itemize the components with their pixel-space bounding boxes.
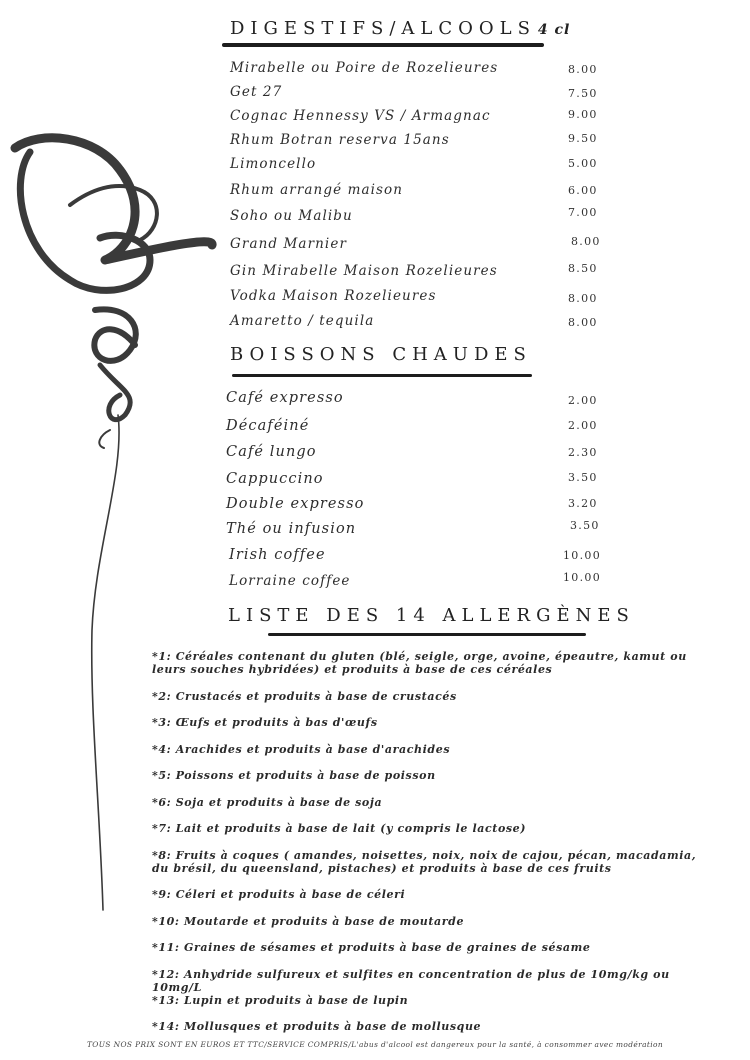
digestif-price: 8.00 — [568, 316, 598, 329]
chaude-price: 3.50 — [570, 519, 600, 532]
digestif-name: Rhum Botran reserva 15ans — [230, 132, 450, 148]
allergen-item: *4: Arachides et produits à base d'arachides — [152, 743, 451, 756]
digestif-name: Mirabelle ou Poire de Rozelieures — [230, 60, 499, 76]
digestifs-title-text: DIGESTIFS/ALCOOLS — [230, 18, 536, 39]
digestifs-title — [230, 18, 570, 39]
chaude-price: 3.50 — [568, 471, 598, 484]
digestif-price: 8.00 — [568, 292, 598, 305]
allergen-item: *1: Céréales contenant du gluten (blé, seigle, orge, avoine, épeautre, kamut ou leurs souches hybridées) et produits à base de ces céréales — [152, 650, 687, 676]
digestif-price: 9.50 — [568, 132, 598, 145]
chaudes-title: BOISSONS CHAUDES — [230, 344, 532, 365]
digestif-name: Gin Mirabelle Maison Rozelieures — [230, 263, 498, 279]
digestif-name: Get 27 — [230, 84, 283, 100]
allergen-item: *12: Anhydride sulfureux et sulfites en concentration de plus de 10mg/kg ou 10mg/L — [152, 968, 670, 994]
digestifs-underline — [222, 43, 544, 47]
allergen-item: *9: Céleri et produits à base de céleri — [152, 888, 406, 901]
chaude-price: 3.20 — [568, 497, 598, 510]
chaude-name: Cappuccino — [226, 471, 324, 487]
digestif-price: 7.00 — [568, 206, 598, 219]
allergen-item: *6: Soja et produits à base de soja — [152, 796, 383, 809]
allergen-item: *13: Lupin et produits à base de lupin — [152, 994, 409, 1007]
chaude-price: 10.00 — [563, 571, 601, 584]
digestif-name: Cognac Hennessy VS / Armagnac — [230, 108, 491, 124]
allergen-item: *8: Fruits à coques ( amandes, noisettes, noix, noix de cajou, pécan, macadamia, du brésil, du queensland, pistaches) et produits à base de ces fruits — [152, 849, 697, 875]
digestifs-unit: 4 cl — [537, 22, 571, 38]
chaude-name: Irish coffee — [229, 547, 326, 563]
chaude-price: 10.00 — [563, 549, 601, 562]
digestif-name: Rhum arrangé maison — [230, 182, 404, 198]
allergenes-title: LISTE DES 14 ALLERGÈNES — [228, 605, 635, 626]
digestif-name: Grand Marnier — [230, 236, 347, 252]
digestif-price: 5.00 — [568, 157, 598, 170]
chaude-name: Lorraine coffee — [229, 573, 351, 589]
chaude-name: Double expresso — [226, 496, 365, 512]
chaudes-underline — [232, 374, 532, 377]
chaude-name: Décaféiné — [226, 418, 310, 434]
digestif-price: 8.00 — [571, 235, 601, 248]
chaude-price: 2.00 — [568, 419, 598, 432]
allergen-item: *10: Moutarde et produits à base de moutarde — [152, 915, 465, 928]
digestif-name: Amaretto / tequila — [230, 313, 375, 329]
allergenes-underline — [268, 633, 586, 636]
digestif-price: 8.50 — [568, 262, 598, 275]
allergen-item: *3: Œufs et produits à bas d'œufs — [152, 716, 378, 729]
allergen-item: *7: Lait et produits à base de lait (y compris le lactose) — [152, 822, 527, 835]
digestif-name: Soho ou Malibu — [230, 208, 353, 224]
chaude-price: 2.30 — [568, 446, 598, 459]
digestif-price: 6.00 — [568, 184, 598, 197]
digestif-price: 8.00 — [568, 63, 598, 76]
chaude-name: Café expresso — [226, 390, 344, 406]
chaude-name: Thé ou infusion — [226, 521, 357, 537]
allergen-item: *2: Crustacés et produits à base de crustacés — [152, 690, 457, 703]
chaude-price: 2.00 — [568, 394, 598, 407]
digestif-name: Vodka Maison Rozelieures — [230, 288, 437, 304]
digestif-name: Limoncello — [230, 156, 317, 172]
digestif-price: 9.00 — [568, 108, 598, 121]
allergen-item: *14: Mollusques et produits à base de mollusque — [152, 1020, 482, 1033]
digestif-price: 7.50 — [568, 87, 598, 100]
footer-notice: TOUS NOS PRIX SONT EN EUROS ET TTC/SERVICE COMPRIS/L'abus d'alcool est dangereux pour la santé, à consommer avec modération — [86, 1040, 664, 1049]
allergen-item: *5: Poissons et produits à base de poisson — [152, 769, 436, 782]
allergen-item: *11: Graines de sésames et produits à base de graines de sésame — [152, 941, 591, 954]
chaude-name: Café lungo — [226, 444, 317, 460]
